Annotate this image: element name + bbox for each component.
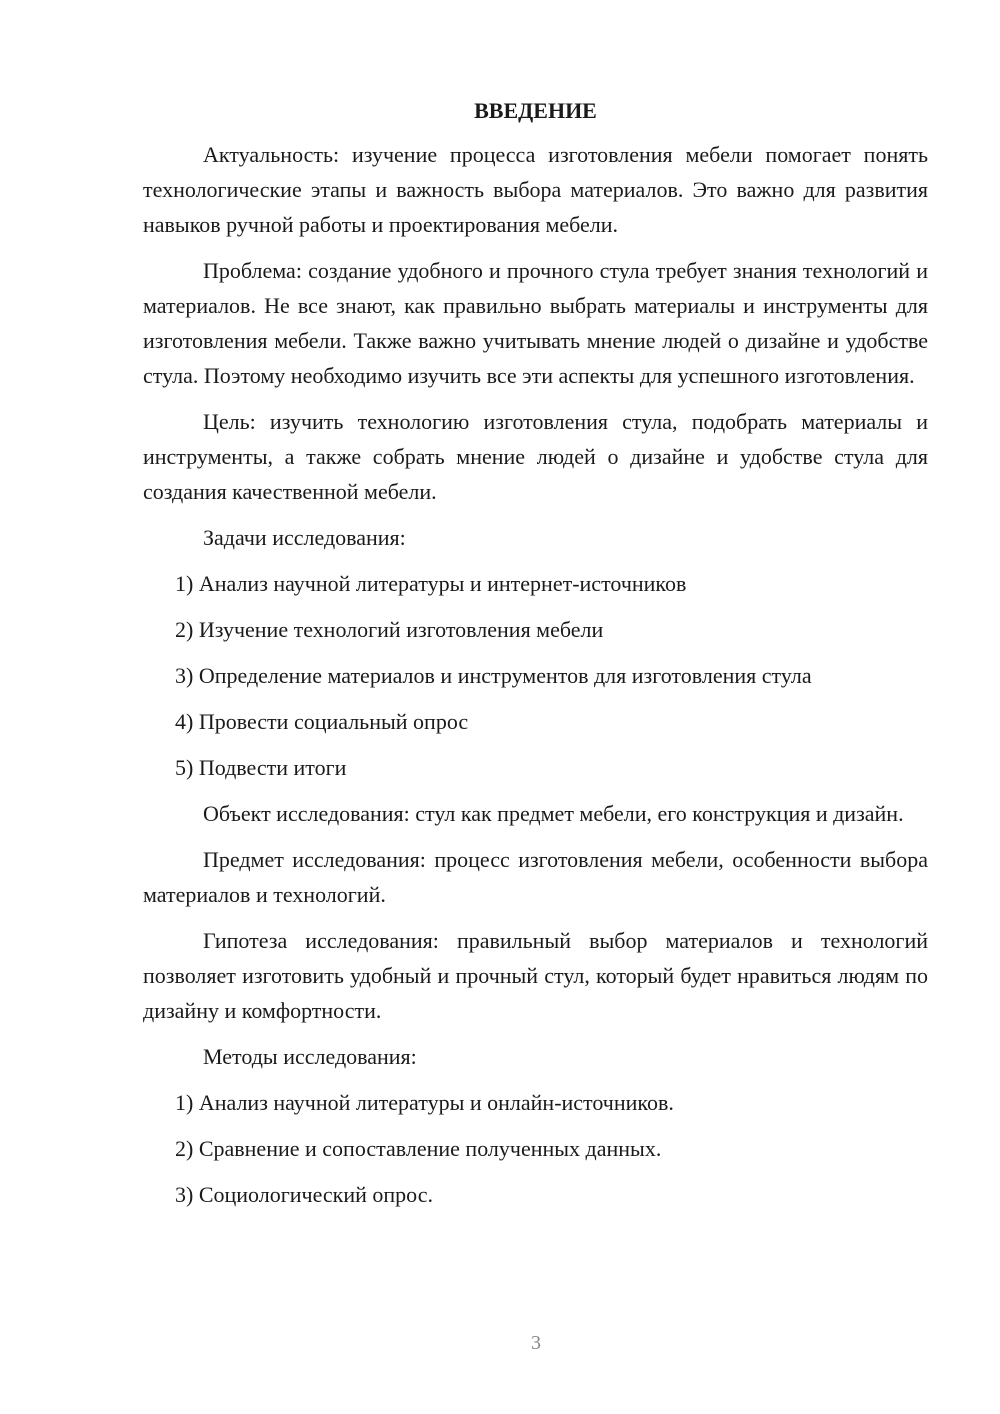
page-number: 3 [531, 1332, 541, 1354]
list-item: 5) Подвести итоги [175, 755, 347, 780]
page-content [143, 94, 928, 1212]
list-item: 4) Провести социальный опрос [175, 709, 469, 734]
subject-paragraph: Предмет исследования: процесс изготовления мебели, особенности выбора материалов и технологий. [143, 847, 928, 907]
hypothesis-paragraph: Гипотеза исследования: правильный выбор материалов и технологий позволяет изготовить удобный и прочный стул, который будет нравиться людям по дизайну и комфортности. [143, 928, 928, 1023]
methods-list [143, 1085, 928, 1212]
problem-paragraph: Проблема: создание удобного и прочного стула требует знания технологий и материалов. Не все знают, как правильно выбрать материалы и инструменты для изготовления мебели. Также важно учитывать мнение людей о дизайне и удобстве стула. Поэтому необходимо изучить все эти аспекты для успешного изготовления. [143, 258, 928, 388]
list-item: 2) Изучение технологий изготовления мебели [175, 617, 604, 642]
section-heading: ВВЕДЕНИЕ [474, 98, 597, 123]
relevance-paragraph: Актуальность: изучение процесса изготовления мебели помогает понять технологические этапы и важность выбора материалов. Это важно для развития навыков ручной работы и проектирования мебели. [143, 142, 928, 237]
list-item: 3) Определение материалов и инструментов для изготовления стула [175, 663, 812, 688]
list-item: 3) Социологический опрос. [175, 1182, 433, 1207]
goal-paragraph: Цель: изучить технологию изготовления стула, подобрать материалы и инструменты, а также собрать мнение людей о дизайне и удобстве стула для создания качественной мебели. [143, 409, 928, 504]
object-paragraph: Объект исследования: стул как предмет мебели, его конструкция и дизайн. [203, 801, 904, 826]
list-item: 2) Сравнение и сопоставление полученных данных. [175, 1136, 662, 1161]
list-item: 1) Анализ научной литературы и онлайн-источников. [175, 1090, 674, 1115]
tasks-label: Задачи исследования: [203, 525, 406, 550]
list-item: 1) Анализ научной литературы и интернет-источников [175, 571, 687, 596]
methods-label: Методы исследования: [203, 1044, 417, 1069]
tasks-list [143, 566, 928, 785]
